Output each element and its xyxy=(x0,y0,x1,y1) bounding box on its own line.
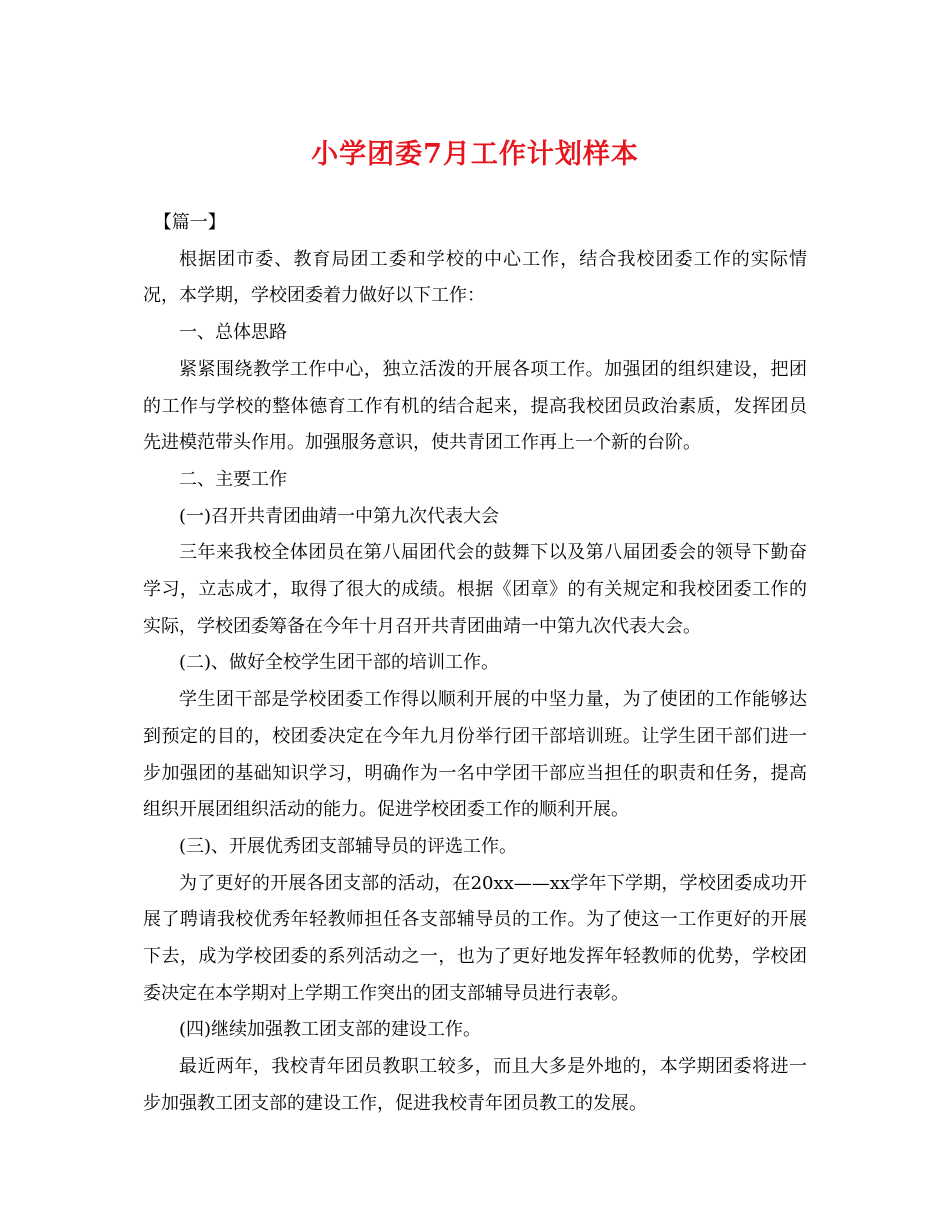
paragraph-item-four: 最近两年，我校青年团员教职工较多，而且大多是外地的，本学期团委将进一步加强教工团支部的建设工作，促进我校青年团员教工的发展。 xyxy=(143,1056,807,1114)
document-title: 小学团委7月工作计划样本 xyxy=(311,139,639,170)
heading-item-three: (三)、开展优秀团支部辅导员的评选工作。 xyxy=(179,835,518,857)
paragraph-item-two: 学生团干部是学校团委工作得以顺利开展的中坚力量，为了使团的工作能够达到预定的目的，校团委决定在今年九月份举行团干部培训班。让学生团干部们进一步加强团的基础知识学习，明确作为一名中学团干部应当担任的职责和任务，提高组织开展团组织活动的能力。促进学校团委工作的顺利开展。 xyxy=(143,689,807,821)
section-heading-part-one: 【篇一】 xyxy=(153,212,226,233)
paragraph-item-three: 为了更好的开展各团支部的活动，在20xx——xx学年下学期，学校团委成功开展了聘请我校优秀年轻教师担任各支部辅导员的工作。为了使这一工作更好的开展下去，成为学校团委的系列活动之一，也为了更好地发挥年轻教师的优势，学校团委决定在本学期对上学期工作突出的团支部辅导员进行表彰。 xyxy=(143,872,807,1004)
heading-overall-approach: 一、总体思路 xyxy=(179,322,287,344)
heading-main-work: 二、主要工作 xyxy=(179,468,287,490)
paragraph-overall-approach: 紧紧围绕教学工作中心，独立活泼的开展各项工作。加强团的组织建设，把团的工作与学校的整体德育工作有机的结合起来，提高我校团员政治素质，发挥团员先进模范带头作用。加强服务意识，使共青团工作再上一个新的台阶。 xyxy=(143,358,807,454)
heading-item-two: (二)、做好全校学生团干部的培训工作。 xyxy=(179,652,500,674)
heading-item-one: (一)召开共青团曲靖一中第九次代表大会 xyxy=(179,505,500,527)
paragraph-item-one: 三年来我校全体团员在第八届团代会的鼓舞下以及第八届团委会的领导下勤奋学习，立志成才，取得了很大的成绩。根据《团章》的有关规定和我校团委工作的实际，学校团委筹备在今年十月召开共青团曲靖一中第九次代表大会。 xyxy=(143,542,807,637)
paragraph-intro: 根据团市委、教育局团工委和学校的中心工作，结合我校团委工作的实际情况，本学期，学校团委着力做好以下工作： xyxy=(143,248,807,307)
heading-item-four: (四)继续加强教工团支部的建设工作。 xyxy=(179,1019,482,1041)
document-body xyxy=(143,205,807,1123)
